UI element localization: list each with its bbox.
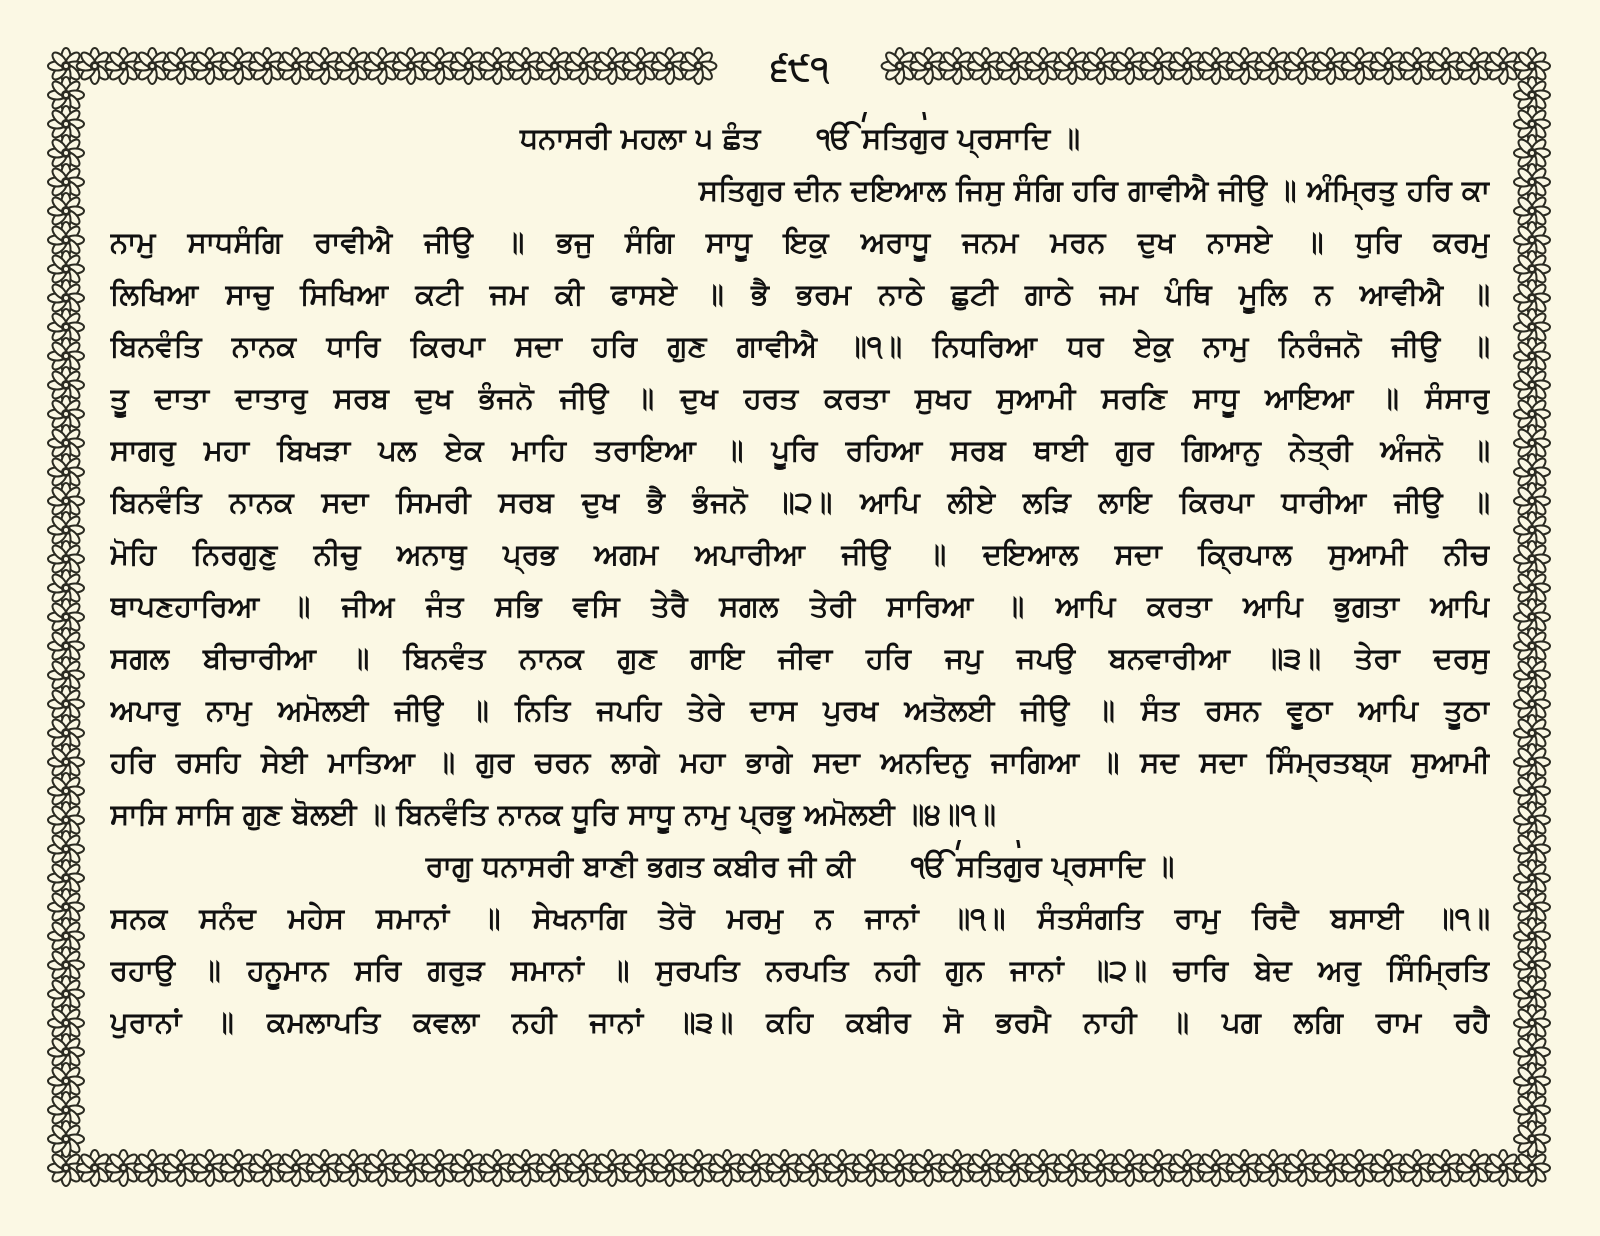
verse-line: ਹਰਿ ਰਸਹਿ ਸੇਈ ਮਾਤਿਆ ॥ ਗੁਰ ਚਰਨ ਲਾਗੇ ਮਹਾ ਭਾਗੇ ਸਦਾ ਅਨਦਿਨੁ ਜਾਗਿਆ ॥ ਸਦ ਸਦਾ ਸਿੰਮ੍ਰਤਬ੍ਯ ਸੁਆਮੀ — [110, 745, 1490, 779]
ik-onkar-arc-icon — [953, 840, 1023, 854]
scripture-text — [110, 112, 1490, 1048]
invocation — [911, 840, 1174, 892]
page-number-box — [735, 44, 865, 94]
verse-line: ਮੋਹਿ ਨਿਰਗੁਣੁ ਨੀਚੁ ਅਨਾਥੁ ਪ੍ਰਭ ਅਗਮ ਅਪਾਰੀਆ ਜੀਉ ॥ ਦਇਆਲ ਸਦਾ ਕ੍ਰਿਪਾਲ ਸੁਆਮੀ ਨੀਚ — [110, 537, 1490, 571]
verse-line: ਰਹਾਉ ॥ ਹਨੂਮਾਨ ਸਰਿ ਗਰੁੜ ਸਮਾਨਾਂ ॥ ਸੁਰਪਤਿ ਨਰਪਤਿ ਨਹੀ ਗੁਨ ਜਾਨਾਂ ॥੨॥ ਚਾਰਿ ਬੇਦ ਅਰੁ ਸਿੰਮ੍ਰਿਤਿ — [110, 953, 1490, 987]
verse-line: ਲਿਖਿਆ ਸਾਚੁ ਸਿਖਿਆ ਕਟੀ ਜਮ ਕੀ ਫਾਸਏ ॥ ਭੈ ਭਰਮ ਨਾਠੇ ਛੁਟੀ ਗਾਠੇ ਜਮ ਪੰਥਿ ਮੂਲਿ ਨ ਆਵੀਐ ॥ — [110, 277, 1490, 311]
verse-line: ਸਗਲ ਬੀਚਾਰੀਆ ॥ ਬਿਨਵੰਤ ਨਾਨਕ ਗੁਣ ਗਾਇ ਜੀਵਾ ਹਰਿ ਜਪੁ ਜਪਉ ਬਨਵਾਰੀਆ ॥੩॥ ਤੇਰਾ ਦਰਸੁ — [110, 641, 1490, 675]
verse-line: ਤੂ ਦਾਤਾ ਦਾਤਾਰੁ ਸਰਬ ਦੁਖ ਭੰਜਨੋ ਜੀਉ ॥ ਦੁਖ ਹਰਤ ਕਰਤਾ ਸੁਖਹ ਸੁਆਮੀ ਸਰਣਿ ਸਾਧੂ ਆਇਆ ॥ ਸੰਸਾਰੁ — [110, 381, 1490, 415]
heading-title: ਧਨਾਸਰੀ ਮਹਲਾ ੫ ਛੰਤ — [519, 121, 761, 155]
verse-line: ਬਿਨਵੰਤਿ ਨਾਨਕ ਸਦਾ ਸਿਮਰੀ ਸਰਬ ਦੁਖ ਭੈ ਭੰਜਨੋ ॥੨॥ ਆਪਿ ਲੀਏ ਲੜਿ ਲਾਇ ਕਿਰਪਾ ਧਾਰੀਆ ਜੀਉ ॥ — [110, 485, 1490, 519]
ik-onkar-arc-icon — [859, 112, 929, 126]
invocation-text: ੴ ਸਤਿਗੁਰ ਪ੍ਰਸਾਦਿ ॥ — [910, 849, 1175, 883]
verse-line: ਸਨਕ ਸਨੰਦ ਮਹੇਸ ਸਮਾਨਾਂ ॥ ਸੇਖਨਾਗਿ ਤੇਰੋ ਮਰਮੁ ਨ ਜਾਨਾਂ ॥੧॥ ਸੰਤਸੰਗਤਿ ਰਾਮੁ ਰਿਦੈ ਬਸਾਈ ॥੧॥ — [110, 901, 1490, 935]
heading-title: ਰਾਗੁ ਧਨਾਸਰੀ ਬਾਣੀ ਭਗਤ ਕਬੀਰ ਜੀ ਕੀ — [425, 849, 855, 883]
verse-line: ਸਾਸਿ ਸਾਸਿ ਗੁਣ ਬੋਲਈ ॥ ਬਿਨਵੰਤਿ ਨਾਨਕ ਧੂਰਿ ਸਾਧੂ ਨਾਮੁ ਪ੍ਰਭੂ ਅਮੋਲਈ ॥੪॥੧॥ — [110, 797, 996, 831]
flower-ornament-icon — [1514, 1121, 1550, 1157]
verse-line: ਪੁਰਾਨਾਂ ॥ ਕਮਲਾਪਤਿ ਕਵਲਾ ਨਹੀ ਜਾਨਾਂ ॥੩॥ ਕਹਿ ਕਬੀਰ ਸੋ ਭਰਮੈ ਨਾਹੀ ॥ ਪਗ ਲਗਿ ਰਾਮ ਰਹੈ — [110, 1005, 1490, 1039]
verse-line: ਨਾਮੁ ਸਾਧਸੰਗਿ ਰਾਵੀਐ ਜੀਉ ॥ ਭਜੁ ਸੰਗਿ ਸਾਧੂ ਇਕੁ ਅਰਾਧੂ ਜਨਮ ਮਰਨ ਦੁਖ ਨਾਸਏ ॥ ਧੁਰਿ ਕਰਮੁ — [110, 225, 1490, 259]
verse-line: ਸਾਗਰੁ ਮਹਾ ਬਿਖੜਾ ਪਲ ਏਕ ਮਾਹਿ ਤਰਾਇਆ ॥ ਪੂਰਿ ਰਹਿਆ ਸਰਬ ਥਾਈ ਗੁਰ ਗਿਆਨੁ ਨੇਤ੍ਰੀ ਅੰਜਨੋ ॥ — [110, 433, 1490, 467]
section-heading-2 — [110, 840, 1490, 892]
verse-line: ਬਿਨਵੰਤਿ ਨਾਨਕ ਧਾਰਿ ਕਿਰਪਾ ਸਦਾ ਹਰਿ ਗੁਣ ਗਾਵੀਐ ॥੧॥ ਨਿਧਰਿਆ ਧਰ ਏਕੁ ਨਾਮੁ ਨਿਰੰਜਨੋ ਜੀਉ ॥ — [110, 329, 1490, 363]
verse-line: ਸਤਿਗੁਰ ਦੀਨ ਦਇਆਲ ਜਿਸੁ ਸੰਗਿ ਹਰਿ ਗਾਵੀਐ ਜੀਉ ॥ ਅੰਮ੍ਰਿਤੁ ਹਰਿ ਕਾ — [698, 173, 1490, 207]
page-number: ੬੯੧ — [770, 49, 830, 89]
invocation — [817, 112, 1080, 164]
section-heading-1 — [110, 112, 1490, 164]
flower-ornament-icon — [48, 1121, 84, 1157]
invocation-text: ੴ ਸਤਿਗੁਰ ਪ੍ਰਸਾਦਿ ॥ — [816, 121, 1080, 155]
verse-line: ਅਪਾਰੁ ਨਾਮੁ ਅਮੋਲਈ ਜੀਉ ॥ ਨਿਤਿ ਜਪਹਿ ਤੇਰੇ ਦਾਸ ਪੁਰਖ ਅਤੋਲਈ ਜੀਉ ॥ ਸੰਤ ਰਸਨ ਵੂਠਾ ਆਪਿ ਤੂਠਾ — [110, 693, 1490, 727]
flower-ornament-icon — [680, 48, 716, 84]
verse-line: ਥਾਪਣਹਾਰਿਆ ॥ ਜੀਅ ਜੰਤ ਸਭਿ ਵਸਿ ਤੇਰੈ ਸਗਲ ਤੇਰੀ ਸਾਰਿਆ ॥ ਆਪਿ ਕਰਤਾ ਆਪਿ ਭੁਗਤਾ ਆਪਿ — [110, 589, 1490, 623]
